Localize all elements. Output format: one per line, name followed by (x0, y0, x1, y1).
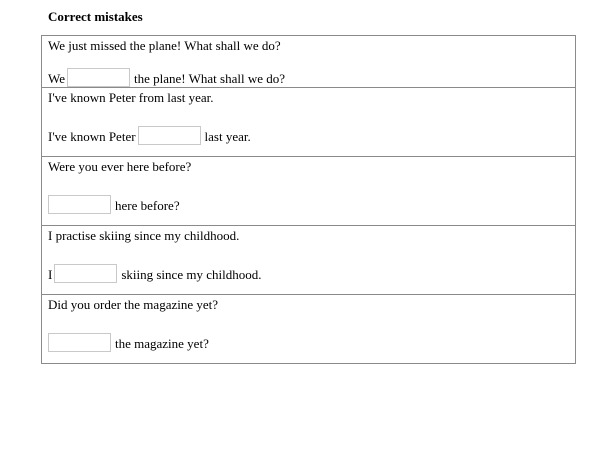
text-after-gap: the plane! What shall we do? (134, 71, 286, 86)
answer-input[interactable] (138, 126, 201, 145)
text-after-gap: here before? (115, 198, 180, 213)
original-sentence: We just missed the plane! What shall we do? (48, 38, 281, 53)
answer-line (48, 264, 261, 283)
answer-line (48, 195, 180, 214)
text-before-gap: We (48, 71, 65, 86)
text-after-gap: skiing since my childhood. (121, 267, 262, 282)
answer-line (48, 126, 251, 145)
answer-line (48, 333, 209, 352)
text-before-gap: I (48, 267, 53, 282)
original-sentence: Were you ever here before? (48, 159, 192, 174)
answer-input[interactable] (48, 195, 111, 214)
exercise-item (41, 157, 576, 226)
exercise-table (41, 35, 576, 364)
text-after-gap: last year. (204, 129, 251, 144)
answer-input[interactable] (67, 68, 130, 87)
text-after-gap: the magazine yet? (115, 336, 209, 351)
text-before-gap: I've known Peter (48, 129, 136, 144)
original-sentence: I've known Peter from last year. (48, 90, 214, 105)
answer-line (48, 68, 285, 87)
answer-input[interactable] (48, 333, 111, 352)
exercise-item (41, 35, 576, 88)
original-sentence: Did you order the magazine yet? (48, 297, 219, 312)
exercise-item (41, 88, 576, 157)
answer-input[interactable] (54, 264, 117, 283)
exercise-title: Correct mistakes (48, 9, 143, 24)
exercise-item (41, 226, 576, 295)
exercise-item (41, 295, 576, 364)
original-sentence: I practise skiing since my childhood. (48, 228, 240, 243)
